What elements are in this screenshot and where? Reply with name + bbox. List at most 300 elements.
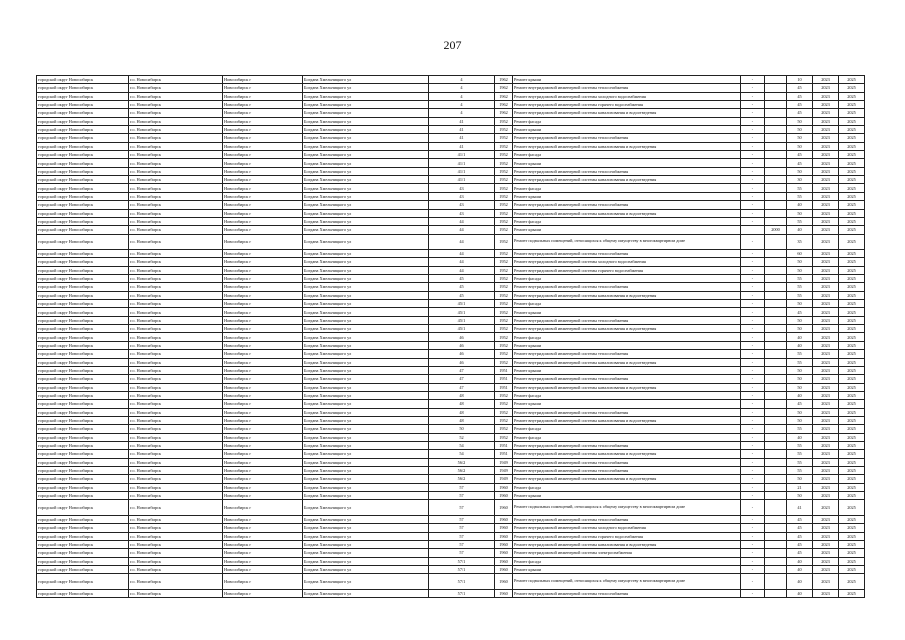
cost-cell: 50	[787, 266, 813, 274]
cost-cell: 55	[787, 466, 813, 474]
table-row	[37, 250, 865, 258]
settlement-cell: г.о. Новосибирск	[129, 475, 223, 483]
cost-cell: 50	[787, 408, 813, 416]
table-row	[37, 283, 865, 291]
settlement-cell: г.о. Новосибирск	[129, 500, 223, 516]
work-type-cell: Ремонт внутридомовой инженерной системы канализования и водоотведения	[513, 450, 741, 458]
work-type-cell: Ремонт крыши	[513, 192, 741, 200]
build-year-cell: 1951	[495, 375, 513, 383]
house-number-cell: 57	[429, 532, 495, 540]
house-number-cell: 4	[429, 109, 495, 117]
area-cell	[765, 549, 787, 557]
settlement-cell: г.о. Новосибирск	[129, 400, 223, 408]
house-number-cell: 57	[429, 483, 495, 491]
start-year-cell: 2023	[813, 92, 839, 100]
district-cell: городской округ Новосибирск	[37, 201, 129, 209]
registry-table	[36, 75, 865, 598]
house-number-cell: 41	[429, 117, 495, 125]
placeholder-cell: -	[741, 391, 765, 399]
house-number-cell: 41/1	[429, 159, 495, 167]
settlement-cell: г.о. Новосибирск	[129, 375, 223, 383]
house-number-cell: 44	[429, 234, 495, 250]
settlement-cell: г.о. Новосибирск	[129, 408, 223, 416]
house-number-cell: 48	[429, 416, 495, 424]
city-cell: Новосибирск г	[223, 226, 303, 234]
area-cell	[765, 557, 787, 565]
cost-cell: 50	[787, 209, 813, 217]
table-row	[37, 458, 865, 466]
area-cell	[765, 341, 787, 349]
settlement-cell: г.о. Новосибирск	[129, 433, 223, 441]
end-year-cell: 2025	[839, 250, 865, 258]
district-cell: городской округ Новосибирск	[37, 557, 129, 565]
start-year-cell: 2023	[813, 557, 839, 565]
area-cell	[765, 291, 787, 299]
street-cell: Богдана Хмельницкого ул	[303, 117, 429, 125]
end-year-cell: 2025	[839, 142, 865, 150]
district-cell: городской округ Новосибирск	[37, 275, 129, 283]
work-type-cell: Ремонт внутридомовой инженерной системы горячего водоснабжения	[513, 266, 741, 274]
end-year-cell: 2025	[839, 126, 865, 134]
district-cell: городской округ Новосибирск	[37, 92, 129, 100]
area-cell	[765, 565, 787, 573]
cost-cell: 40	[787, 333, 813, 341]
table-row	[37, 441, 865, 449]
street-cell: Богдана Хмельницкого ул	[303, 391, 429, 399]
settlement-cell: г.о. Новосибирск	[129, 234, 223, 250]
street-cell: Богдана Хмельницкого ул	[303, 540, 429, 548]
start-year-cell: 2023	[813, 258, 839, 266]
settlement-cell: г.о. Новосибирск	[129, 291, 223, 299]
house-number-cell: 48	[429, 391, 495, 399]
street-cell: Богдана Хмельницкого ул	[303, 134, 429, 142]
placeholder-cell: -	[741, 589, 765, 597]
cost-cell: 10	[787, 76, 813, 84]
cost-cell: 40	[787, 391, 813, 399]
city-cell: Новосибирск г	[223, 283, 303, 291]
district-cell: городской округ Новосибирск	[37, 565, 129, 573]
end-year-cell: 2025	[839, 549, 865, 557]
house-number-cell: 57/1	[429, 574, 495, 590]
start-year-cell: 2023	[813, 209, 839, 217]
work-type-cell: Ремонт фасада	[513, 483, 741, 491]
start-year-cell: 2023	[813, 450, 839, 458]
house-number-cell: 47	[429, 383, 495, 391]
table-row	[37, 209, 865, 217]
area-cell	[765, 366, 787, 374]
table-row	[37, 466, 865, 474]
district-cell: городской округ Новосибирск	[37, 350, 129, 358]
build-year-cell: 1960	[495, 500, 513, 516]
end-year-cell: 2025	[839, 425, 865, 433]
area-cell	[765, 483, 787, 491]
cost-cell: 50	[787, 300, 813, 308]
start-year-cell: 2023	[813, 333, 839, 341]
start-year-cell: 2023	[813, 515, 839, 523]
placeholder-cell: -	[741, 209, 765, 217]
house-number-cell: 44	[429, 217, 495, 225]
district-cell: городской округ Новосибирск	[37, 515, 129, 523]
table-row	[37, 408, 865, 416]
city-cell: Новосибирск г	[223, 201, 303, 209]
house-number-cell: 48	[429, 408, 495, 416]
end-year-cell: 2025	[839, 341, 865, 349]
table-row	[37, 217, 865, 225]
work-type-cell: Ремонт фасада	[513, 151, 741, 159]
table-row	[37, 126, 865, 134]
placeholder-cell: -	[741, 532, 765, 540]
city-cell: Новосибирск г	[223, 366, 303, 374]
street-cell: Богдана Хмельницкого ул	[303, 366, 429, 374]
start-year-cell: 2023	[813, 458, 839, 466]
end-year-cell: 2025	[839, 134, 865, 142]
placeholder-cell: -	[741, 217, 765, 225]
table-row	[37, 391, 865, 399]
house-number-cell: 44	[429, 258, 495, 266]
district-cell: городской округ Новосибирск	[37, 325, 129, 333]
cost-cell: 40	[787, 557, 813, 565]
area-cell	[765, 358, 787, 366]
area-cell	[765, 408, 787, 416]
settlement-cell: г.о. Новосибирск	[129, 492, 223, 500]
district-cell: городской округ Новосибирск	[37, 425, 129, 433]
start-year-cell: 2023	[813, 483, 839, 491]
start-year-cell: 2023	[813, 408, 839, 416]
work-type-cell: Ремонт внутридомовой инженерной системы канализования и водоотведения	[513, 383, 741, 391]
street-cell: Богдана Хмельницкого ул	[303, 159, 429, 167]
settlement-cell: г.о. Новосибирск	[129, 275, 223, 283]
house-number-cell: 45	[429, 291, 495, 299]
house-number-cell: 47	[429, 375, 495, 383]
start-year-cell: 2023	[813, 540, 839, 548]
start-year-cell: 2023	[813, 126, 839, 134]
build-year-cell: 1952	[495, 341, 513, 349]
start-year-cell: 2023	[813, 391, 839, 399]
placeholder-cell: -	[741, 134, 765, 142]
end-year-cell: 2025	[839, 458, 865, 466]
work-type-cell: Ремонт крыши	[513, 366, 741, 374]
city-cell: Новосибирск г	[223, 408, 303, 416]
district-cell: городской округ Новосибирск	[37, 184, 129, 192]
house-number-cell: 4	[429, 84, 495, 92]
city-cell: Новосибирск г	[223, 458, 303, 466]
cost-cell: 45	[787, 532, 813, 540]
house-number-cell: 56/2	[429, 466, 495, 474]
settlement-cell: г.о. Новосибирск	[129, 383, 223, 391]
district-cell: городской округ Новосибирск	[37, 458, 129, 466]
area-cell	[765, 574, 787, 590]
end-year-cell: 2025	[839, 266, 865, 274]
work-type-cell: Ремонт внутридомовой инженерной системы теплоснабжения	[513, 201, 741, 209]
placeholder-cell: -	[741, 126, 765, 134]
street-cell: Богдана Хмельницкого ул	[303, 441, 429, 449]
placeholder-cell: -	[741, 350, 765, 358]
table-row	[37, 375, 865, 383]
table-row	[37, 76, 865, 84]
city-cell: Новосибирск г	[223, 333, 303, 341]
cost-cell: 45	[787, 549, 813, 557]
area-cell	[765, 184, 787, 192]
house-number-cell: 46	[429, 341, 495, 349]
settlement-cell: г.о. Новосибирск	[129, 117, 223, 125]
street-cell: Богдана Хмельницкого ул	[303, 167, 429, 175]
placeholder-cell: -	[741, 176, 765, 184]
table-row	[37, 325, 865, 333]
build-year-cell: 1952	[495, 117, 513, 125]
end-year-cell: 2025	[839, 475, 865, 483]
house-number-cell: 50	[429, 425, 495, 433]
placeholder-cell: -	[741, 308, 765, 316]
table-row	[37, 151, 865, 159]
page-number: 207	[443, 38, 462, 52]
area-cell	[765, 266, 787, 274]
build-year-cell: 1952	[495, 291, 513, 299]
settlement-cell: г.о. Новосибирск	[129, 226, 223, 234]
area-cell	[765, 142, 787, 150]
area-cell	[765, 433, 787, 441]
work-type-cell: Ремонт внутридомовой инженерной системы канализования и водоотведения	[513, 176, 741, 184]
settlement-cell: г.о. Новосибирск	[129, 176, 223, 184]
start-year-cell: 2023	[813, 109, 839, 117]
cost-cell: 55	[787, 184, 813, 192]
area-cell	[765, 466, 787, 474]
area-cell	[765, 458, 787, 466]
table-row	[37, 167, 865, 175]
city-cell: Новосибирск г	[223, 589, 303, 597]
street-cell: Богдана Хмельницкого ул	[303, 492, 429, 500]
build-year-cell: 1952	[495, 350, 513, 358]
settlement-cell: г.о. Новосибирск	[129, 142, 223, 150]
district-cell: городской округ Новосибирск	[37, 400, 129, 408]
start-year-cell: 2023	[813, 217, 839, 225]
street-cell: Богдана Хмельницкого ул	[303, 358, 429, 366]
build-year-cell: 1951	[495, 450, 513, 458]
district-cell: городской округ Новосибирск	[37, 291, 129, 299]
street-cell: Богдана Хмельницкого ул	[303, 92, 429, 100]
area-cell	[765, 325, 787, 333]
settlement-cell: г.о. Новосибирск	[129, 250, 223, 258]
table-row	[37, 492, 865, 500]
district-cell: городской округ Новосибирск	[37, 574, 129, 590]
build-year-cell: 1952	[495, 416, 513, 424]
work-type-cell: Ремонт внутридомовой инженерной системы канализования и водоотведения	[513, 325, 741, 333]
end-year-cell: 2025	[839, 350, 865, 358]
start-year-cell: 2023	[813, 425, 839, 433]
street-cell: Богдана Хмельницкого ул	[303, 458, 429, 466]
settlement-cell: г.о. Новосибирск	[129, 540, 223, 548]
work-type-cell: Ремонт крыши	[513, 76, 741, 84]
build-year-cell: 1952	[495, 184, 513, 192]
build-year-cell: 1952	[495, 234, 513, 250]
area-cell: 2000	[765, 226, 787, 234]
table-row	[37, 341, 865, 349]
table-row	[37, 184, 865, 192]
city-cell: Новосибирск г	[223, 500, 303, 516]
cost-cell: 50	[787, 134, 813, 142]
placeholder-cell: -	[741, 366, 765, 374]
placeholder-cell: -	[741, 76, 765, 84]
district-cell: городской округ Новосибирск	[37, 176, 129, 184]
build-year-cell: 1952	[495, 358, 513, 366]
start-year-cell: 2023	[813, 250, 839, 258]
city-cell: Новосибирск г	[223, 524, 303, 532]
street-cell: Богдана Хмельницкого ул	[303, 408, 429, 416]
work-type-cell: Ремонт внутридомовой инженерной системы теплоснабжения	[513, 134, 741, 142]
settlement-cell: г.о. Новосибирск	[129, 425, 223, 433]
settlement-cell: г.о. Новосибирск	[129, 416, 223, 424]
house-number-cell: 43	[429, 201, 495, 209]
settlement-cell: г.о. Новосибирск	[129, 126, 223, 134]
work-type-cell: Ремонт фасада	[513, 391, 741, 399]
district-cell: городской округ Новосибирск	[37, 142, 129, 150]
settlement-cell: г.о. Новосибирск	[129, 325, 223, 333]
cost-cell: 50	[787, 325, 813, 333]
placeholder-cell: -	[741, 341, 765, 349]
start-year-cell: 2023	[813, 192, 839, 200]
cost-cell: 55	[787, 350, 813, 358]
settlement-cell: г.о. Новосибирск	[129, 341, 223, 349]
end-year-cell: 2025	[839, 515, 865, 523]
house-number-cell: 46	[429, 350, 495, 358]
cost-cell: 50	[787, 258, 813, 266]
cost-cell: 40	[787, 201, 813, 209]
end-year-cell: 2025	[839, 366, 865, 374]
house-number-cell: 57/1	[429, 557, 495, 565]
table-row	[37, 291, 865, 299]
city-cell: Новосибирск г	[223, 176, 303, 184]
start-year-cell: 2023	[813, 176, 839, 184]
street-cell: Богдана Хмельницкого ул	[303, 333, 429, 341]
work-type-cell: Ремонт подвальных помещений, относящихся к общему имуществу в многоквартирном доме	[513, 500, 741, 516]
city-cell: Новосибирск г	[223, 142, 303, 150]
house-number-cell: 43	[429, 184, 495, 192]
build-year-cell: 1952	[495, 300, 513, 308]
start-year-cell: 2023	[813, 142, 839, 150]
placeholder-cell: -	[741, 283, 765, 291]
start-year-cell: 2023	[813, 475, 839, 483]
work-type-cell: Ремонт внутридомовой инженерной системы холодного водоснабжения	[513, 524, 741, 532]
start-year-cell: 2023	[813, 466, 839, 474]
area-cell	[765, 500, 787, 516]
end-year-cell: 2025	[839, 540, 865, 548]
cost-cell: 50	[787, 142, 813, 150]
table-body	[37, 76, 865, 598]
table-row	[37, 176, 865, 184]
district-cell: городской округ Новосибирск	[37, 408, 129, 416]
placeholder-cell: -	[741, 159, 765, 167]
settlement-cell: г.о. Новосибирск	[129, 515, 223, 523]
work-type-cell: Ремонт внутридомовой инженерной системы теплоснабжения	[513, 84, 741, 92]
end-year-cell: 2025	[839, 500, 865, 516]
city-cell: Новосибирск г	[223, 308, 303, 316]
work-type-cell: Ремонт подвальных помещений, относящихся к общему имуществу в многоквартирном доме	[513, 234, 741, 250]
cost-cell: 55	[787, 291, 813, 299]
settlement-cell: г.о. Новосибирск	[129, 589, 223, 597]
table-row	[37, 333, 865, 341]
area-cell	[765, 300, 787, 308]
placeholder-cell: -	[741, 565, 765, 573]
end-year-cell: 2025	[839, 209, 865, 217]
work-type-cell: Ремонт крыши	[513, 565, 741, 573]
settlement-cell: г.о. Новосибирск	[129, 524, 223, 532]
start-year-cell: 2023	[813, 358, 839, 366]
start-year-cell: 2023	[813, 84, 839, 92]
city-cell: Новосибирск г	[223, 234, 303, 250]
settlement-cell: г.о. Новосибирск	[129, 151, 223, 159]
settlement-cell: г.о. Новосибирск	[129, 557, 223, 565]
area-cell	[765, 524, 787, 532]
district-cell: городской округ Новосибирск	[37, 234, 129, 250]
area-cell	[765, 151, 787, 159]
house-number-cell: 45	[429, 275, 495, 283]
district-cell: городской округ Новосибирск	[37, 383, 129, 391]
build-year-cell: 1952	[495, 142, 513, 150]
city-cell: Новосибирск г	[223, 383, 303, 391]
area-cell	[765, 316, 787, 324]
end-year-cell: 2025	[839, 109, 865, 117]
city-cell: Новосибирск г	[223, 425, 303, 433]
placeholder-cell: -	[741, 84, 765, 92]
build-year-cell: 1952	[495, 333, 513, 341]
placeholder-cell: -	[741, 500, 765, 516]
city-cell: Новосибирск г	[223, 400, 303, 408]
city-cell: Новосибирск г	[223, 416, 303, 424]
start-year-cell: 2023	[813, 308, 839, 316]
district-cell: городской округ Новосибирск	[37, 126, 129, 134]
placeholder-cell: -	[741, 574, 765, 590]
build-year-cell: 1962	[495, 109, 513, 117]
build-year-cell: 1952	[495, 217, 513, 225]
start-year-cell: 2023	[813, 201, 839, 209]
build-year-cell: 1960	[495, 565, 513, 573]
end-year-cell: 2025	[839, 234, 865, 250]
street-cell: Богдана Хмельницкого ул	[303, 450, 429, 458]
settlement-cell: г.о. Новосибирск	[129, 350, 223, 358]
cost-cell: 55	[787, 275, 813, 283]
build-year-cell: 1952	[495, 209, 513, 217]
city-cell: Новосибирск г	[223, 515, 303, 523]
cost-cell: 30	[787, 176, 813, 184]
work-type-cell: Ремонт внутридомовой инженерной системы горячего водоснабжения	[513, 532, 741, 540]
street-cell: Богдана Хмельницкого ул	[303, 266, 429, 274]
start-year-cell: 2023	[813, 574, 839, 590]
area-cell	[765, 209, 787, 217]
district-cell: городской округ Новосибирск	[37, 167, 129, 175]
table-row	[37, 549, 865, 557]
street-cell: Богдана Хмельницкого ул	[303, 250, 429, 258]
work-type-cell: Ремонт крыши	[513, 126, 741, 134]
work-type-cell: Ремонт внутридомовой инженерной системы теплоснабжения	[513, 589, 741, 597]
district-cell: городской округ Новосибирск	[37, 159, 129, 167]
work-type-cell: Ремонт внутридомовой инженерной системы канализования и водоотведения	[513, 142, 741, 150]
settlement-cell: г.о. Новосибирск	[129, 258, 223, 266]
city-cell: Новосибирск г	[223, 266, 303, 274]
house-number-cell: 57	[429, 500, 495, 516]
work-type-cell: Ремонт внутридомовой инженерной системы электроснабжения	[513, 549, 741, 557]
district-cell: городской округ Новосибирск	[37, 266, 129, 274]
cost-cell: 45	[787, 101, 813, 109]
house-number-cell: 41/1	[429, 167, 495, 175]
street-cell: Богдана Хмельницкого ул	[303, 325, 429, 333]
placeholder-cell: -	[741, 524, 765, 532]
city-cell: Новосибирск г	[223, 184, 303, 192]
city-cell: Новосибирск г	[223, 350, 303, 358]
street-cell: Богдана Хмельницкого ул	[303, 433, 429, 441]
area-cell	[765, 109, 787, 117]
end-year-cell: 2025	[839, 275, 865, 283]
end-year-cell: 2025	[839, 383, 865, 391]
cost-cell: 45	[787, 151, 813, 159]
